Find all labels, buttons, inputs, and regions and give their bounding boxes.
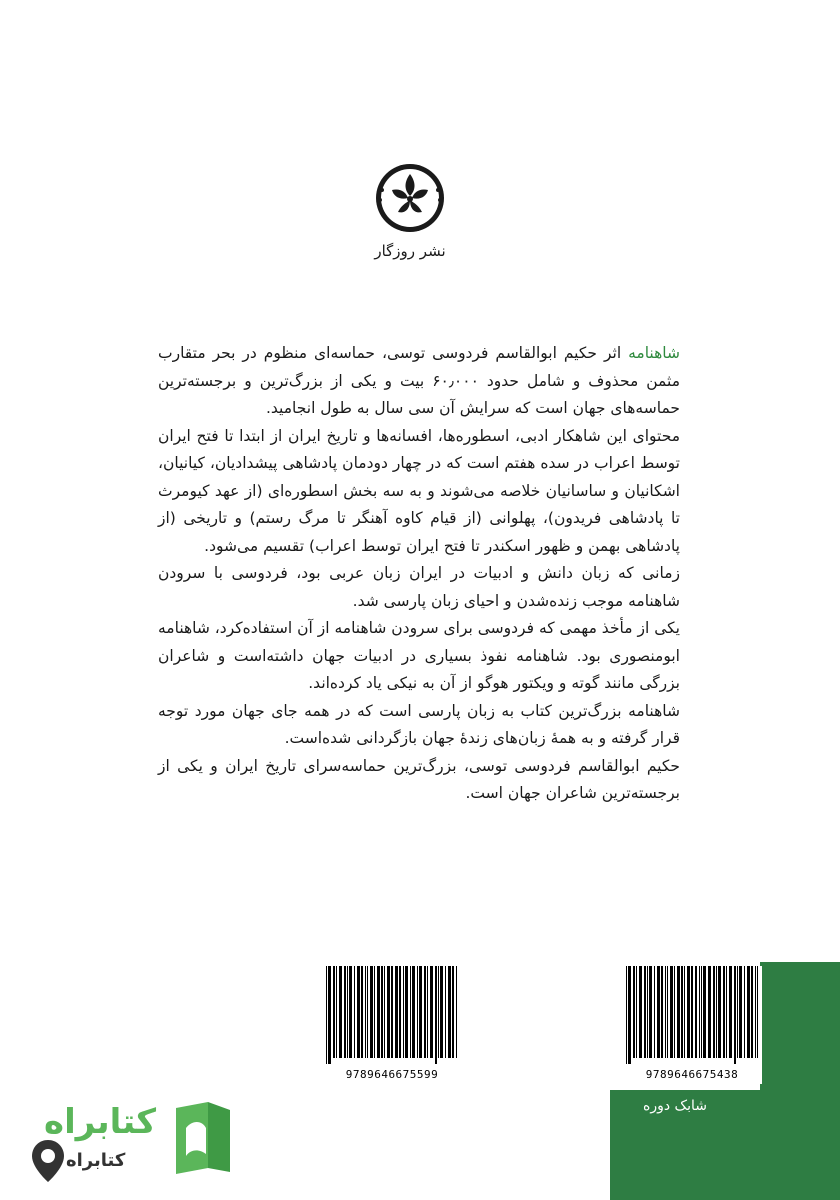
barcode-bar: [744, 966, 745, 1058]
barcode-bar: [755, 966, 756, 1058]
series-isbn-label: شابک دوره: [643, 1098, 707, 1114]
publisher-name: نشر روزگار: [374, 242, 446, 260]
barcode-bar: [674, 966, 675, 1058]
barcode-bar: [628, 966, 631, 1064]
barcode-bar: [633, 966, 635, 1058]
barcode-bar: [440, 966, 443, 1058]
barcode-bar: [377, 966, 380, 1058]
back-cover-text: [158, 340, 680, 808]
pin-icon: [30, 1138, 66, 1184]
barcode-bar: [695, 966, 697, 1058]
barcode-left-bars: [322, 966, 462, 1066]
watermark-logo: [30, 1098, 240, 1188]
barcode-bar: [681, 966, 683, 1058]
barcode-bar: [357, 966, 360, 1058]
barcode-bar: [639, 966, 642, 1058]
barcode-left: [322, 966, 462, 1084]
barcode-right-number: 9789646675438: [645, 1068, 739, 1081]
barcode-bar: [395, 966, 398, 1058]
barcode-right: [622, 966, 762, 1084]
barcode-bar: [701, 966, 702, 1058]
barcode-bar: [405, 966, 408, 1058]
barcode-bar: [713, 966, 715, 1058]
barcode-bar: [412, 966, 415, 1058]
barcode-bar: [410, 966, 411, 1058]
barcode-bar: [687, 966, 690, 1058]
barcode-bar: [703, 966, 706, 1058]
barcode-bar: [391, 966, 393, 1058]
barcode-right-bars: [622, 966, 762, 1066]
barcode-bar: [445, 966, 446, 1058]
barcode-bar: [381, 966, 383, 1058]
barcode-bar: [636, 966, 637, 1058]
paragraph-6: حکیم ابوالقاسم فردوسی توسی، بزرگ‌ترین حماسه‌سرای تاریخ ایران و یکی از برجسته‌ترین شاعران جهان است.: [158, 756, 680, 802]
barcode-bar: [684, 966, 685, 1058]
barcode-bar: [326, 966, 327, 1064]
barcode-bar: [747, 966, 750, 1058]
barcode-bar: [367, 966, 368, 1058]
barcode-bar: [647, 966, 648, 1058]
barcode-bar: [361, 966, 363, 1058]
barcode-bar: [365, 966, 366, 1058]
barcode-bar: [626, 966, 627, 1064]
book-icon: [168, 1098, 238, 1178]
barcode-bar: [339, 966, 342, 1058]
barcode-bar: [644, 966, 646, 1058]
paragraph-5: شاهنامه بزرگ‌ترین کتاب به زبان پارسی است که در همه جای جهان مورد توجه قرار گرفته و به همهٔ زبان‌های زندهٔ جهان بازگردانی شده‌است.: [158, 701, 680, 747]
barcode-bar: [333, 966, 335, 1058]
barcode-bar: [336, 966, 337, 1058]
barcode-bar: [452, 966, 454, 1058]
barcode-bar: [403, 966, 404, 1058]
barcode-bar: [726, 966, 727, 1058]
barcode-bar: [448, 966, 451, 1058]
barcode-bar: [347, 966, 348, 1058]
book-title-highlight: شاهنامه: [628, 344, 680, 362]
barcode-bar: [691, 966, 693, 1058]
paragraph-3: زمانی که زبان دانش و ادبیات در ایران زبان عربی بود، فردوسی با سرودن شاهنامه موجب زنده‌شدن و احیای زبان پارسی شد.: [158, 564, 680, 610]
barcode-bar: [737, 966, 738, 1058]
barcode-bar: [661, 966, 663, 1058]
barcode-bar: [739, 966, 742, 1058]
barcode-bar: [757, 966, 758, 1058]
barcode-bar: [354, 966, 355, 1058]
barcode-bar: [438, 966, 439, 1058]
flower-ornament-icon: [372, 160, 448, 236]
barcode-bar: [427, 966, 428, 1058]
barcode-bar: [456, 966, 457, 1058]
barcode-bar: [723, 966, 725, 1058]
barcode-bar: [708, 966, 711, 1058]
barcode-bar: [370, 966, 373, 1058]
barcode-bar: [677, 966, 680, 1058]
watermark-text-main: کتابراه: [44, 1102, 157, 1142]
barcode-bar: [751, 966, 753, 1058]
barcode-bar: [657, 966, 660, 1058]
paragraph-4: یکی از مأخذ مهمی که فردوسی برای سرودن شاهنامه از آن استفاده‌کرد، شاهنامه ابومنصوری بود. شاهنامه نفوذ بسیاری در ادبیات جهان داشته‌است و شاعران بزرگی مانند گوته و ویکتور هوگو از آن به نیکی یاد کرده‌اند.: [157, 619, 680, 692]
barcode-bar: [344, 966, 346, 1058]
barcode-bar: [328, 966, 331, 1064]
barcode-bar: [419, 966, 422, 1058]
paragraph-1: [158, 340, 680, 423]
barcode-bar: [670, 966, 673, 1058]
barcode-left-number: 9789646675599: [345, 1068, 439, 1081]
barcode-bar: [424, 966, 426, 1058]
barcode-bar: [435, 966, 437, 1064]
barcode-bar: [430, 966, 433, 1058]
publisher-block: [340, 160, 480, 260]
barcode-bar: [718, 966, 721, 1058]
barcode-bar: [665, 966, 666, 1058]
barcode-bar: [399, 966, 401, 1058]
watermark-text-sub: کتابراه: [66, 1150, 126, 1171]
barcode-bar: [349, 966, 352, 1058]
barcode-bar: [654, 966, 655, 1058]
barcode-bar: [374, 966, 375, 1058]
barcode-bar: [699, 966, 700, 1058]
barcode-bar: [734, 966, 736, 1064]
paragraph-2: محتوای این شاهکار ادبی، اسطوره‌ها، افسانه‌ها و تاریخ ایران از ابتدا تا فتح ایران توسط اعراب در سده هفتم است که در چهار دودمان پادشاهی پیشدادیان، کیانیان، اشکانیان و ساسانیان خلاصه می‌شوند و به سه بخش اسطوره‌ای (از عهد کیومرث تا پادشاهی فریدون)، پهلوانی (از قیام کاوه آهنگر تا مرگ رستم) و تاریخی (از پادشاهی بهمن و ظهور اسکندر تا فتح ایران توسط اعراب) تقسیم می‌شود.: [158, 426, 680, 555]
barcode-bar: [667, 966, 668, 1058]
paragraph-1-text: اثر حکیم ابوالقاسم فردوسی توسی، حماسه‌ای منظوم در بحر متقارب مثمن محذوف و شامل حدود ۶۰٫۰۰۰ بیت و یکی از بزرگ‌ترین و برجسته‌ترین حماسه‌های جهان است که سرایش آن سی سال به طول انجامید.: [158, 344, 680, 417]
barcode-bar: [729, 966, 732, 1058]
barcode-bar: [387, 966, 390, 1058]
barcode-bar: [384, 966, 385, 1058]
barcode-bar: [716, 966, 717, 1058]
barcode-bar: [649, 966, 652, 1058]
barcode-bar: [417, 966, 418, 1058]
